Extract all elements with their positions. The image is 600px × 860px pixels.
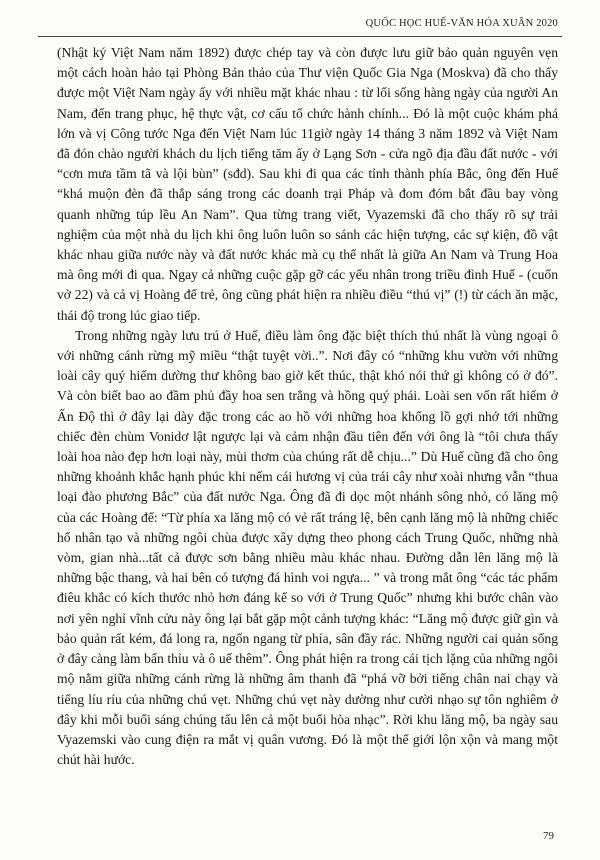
paragraph-2: Trong những ngày lưu trú ở Huế, điều làm ông đặc biệt thích thú nhất là vùng ngoại ô với những cánh rừng mỹ miều “thật tuyệt vời..”. Nơi đây có “những khu vườn với những loài cây quý hiếm dường thư không bao giờ kết thúc, thật khó nói thứ gì không có ở đó”. Và còn biết bao ao đầm phủ đầy hoa sen trắng và hồng quý phái. Loài sen vốn rất hiếm ở Ấn Độ thì ở đây lại dày đặc trong các ao hồ với những hoa khổng lồ gợi nhớ tới những chiếc đèn chùm Vonidơ lật ngược lại và cảm nhận đầu tiên đến với ông là “tôi chưa thấy loài hoa nào đẹp hơn loại này, mùi thơm của chúng rất dễ chịu...” Dù Huế cũng đã cho ông những khoảnh khắc hạnh phúc khi nếm cái hương vị của trái cây như xoài nhưng vẫn “thua loại đào phương Bắc” của đất nước Nga. Ông đã đi dọc một nhánh sông nhỏ, có lăng mộ của các Hoàng đế: “Từ phía xa lăng mộ có vẻ rất tráng lệ, bên cạnh lăng mộ là những chiếc hổ nhân tạo và những ngôi chùa được xây dựng theo phong cách Trung Quốc, những nhà vòm, gian nhà...tất cả được sơn bằng nhiều màu khác nhau. Đường dẫn lên lăng mộ là những bậc thang, và hai bên có tượng đá hình voi ngựa... ” và trong mắt ông “các tác phẩm điêu khắc có kích thước nhỏ hơn đáng kể so với ở Trung Quốc” nhưng khi bước chân vào nơi yên nghỉ vĩnh cửu này ông lại bắt gặp một cảnh tượng khác: “Lăng mộ được giữ gìn và bảo quản rất kém, đá long ra, ngổn ngang từ phía, sân đầy rác. Những người cai quản sống ở đây càng làm bẩn thỉu và ô uế thêm”. Ông phát hiện ra trong cái tịch lặng của những ngôi mộ nằm giữa những cánh rừng là những âm thanh đã “phá vỡ bởi tiếng chân nai chạy và tiếng líu ríu của những chú vẹt. Những chú vẹt này dường như cười nhạo sự tôn nghiêm ở đây khi mỗi buổi sáng chúng tấu lên cả một buổi hòa nhạc”. Rời khu lăng mộ, ba ngày sau Vyazemski vào cung điện ra mắt vị quân vương. Đó là một thế giới lộn xộn và mang một chút hài hước. <box>57 327 558 768</box>
header-divider <box>38 36 562 37</box>
running-header: QUỐC HỌC HUẾ-VĂN HÓA XUÂN 2020 <box>365 18 558 29</box>
paragraph-1: (Nhật ký Việt Nam năm 1892) được chép tay và còn được lưu giữ bảo quản nguyên vẹn một cách hoàn hảo tại Phòng Bản thảo của Thư viện Quốc Gia Nga (Moskva) đã cho thấy được một Việt Nam ngày ấy với nhiều mặt khác nhau : từ lối sống hàng ngày của người An Nam, đến trang phục, hệ thực vật, cơ cấu tổ chức hành chính... Đó là một cuộc khám phá lớn và vị Công tước Nga đến Việt Nam lúc 11giờ ngày 14 tháng 3 năm 1892 và Việt Nam đã đón chào người khách du lịch tiếng tăm ấy ở Lạng Sơn - cửa ngõ địa đầu đất nước - với “cơn mưa tầm tã và lội bùn” (sđd). Sau khi đi qua các tỉnh thành phía Bắc, ông đến Huế “khá muộn đèn đã thắp sáng trong các doanh trại Pháp và đom đóm bắt đầu bay vòng quanh những túp lều An Nam”. Qua từng trang viết, Vyazemski đã cho thấy rõ sự trải nghiệm của một nhà du lịch khi ông luôn luôn so sánh các hiện tượng, các sự kiện, đồ vật khác nhau giữa nước này và đất nước khác mà cụ thể nhất là giữa An Nam và Trung Hoa mà ông mới đi qua. Ngay cả những cuộc gặp gỡ các yếu nhân trong triều đình Huế - (cuốn vở 22) và cả vị Hoàng đế trẻ, ông cũng phát hiện ra nhiều điều “thú vị” (!) từ cách ăn mặc, thái độ trong lúc giao tiếp. <box>57 45 558 323</box>
article-body <box>57 43 558 770</box>
page-number: 79 <box>543 830 554 842</box>
